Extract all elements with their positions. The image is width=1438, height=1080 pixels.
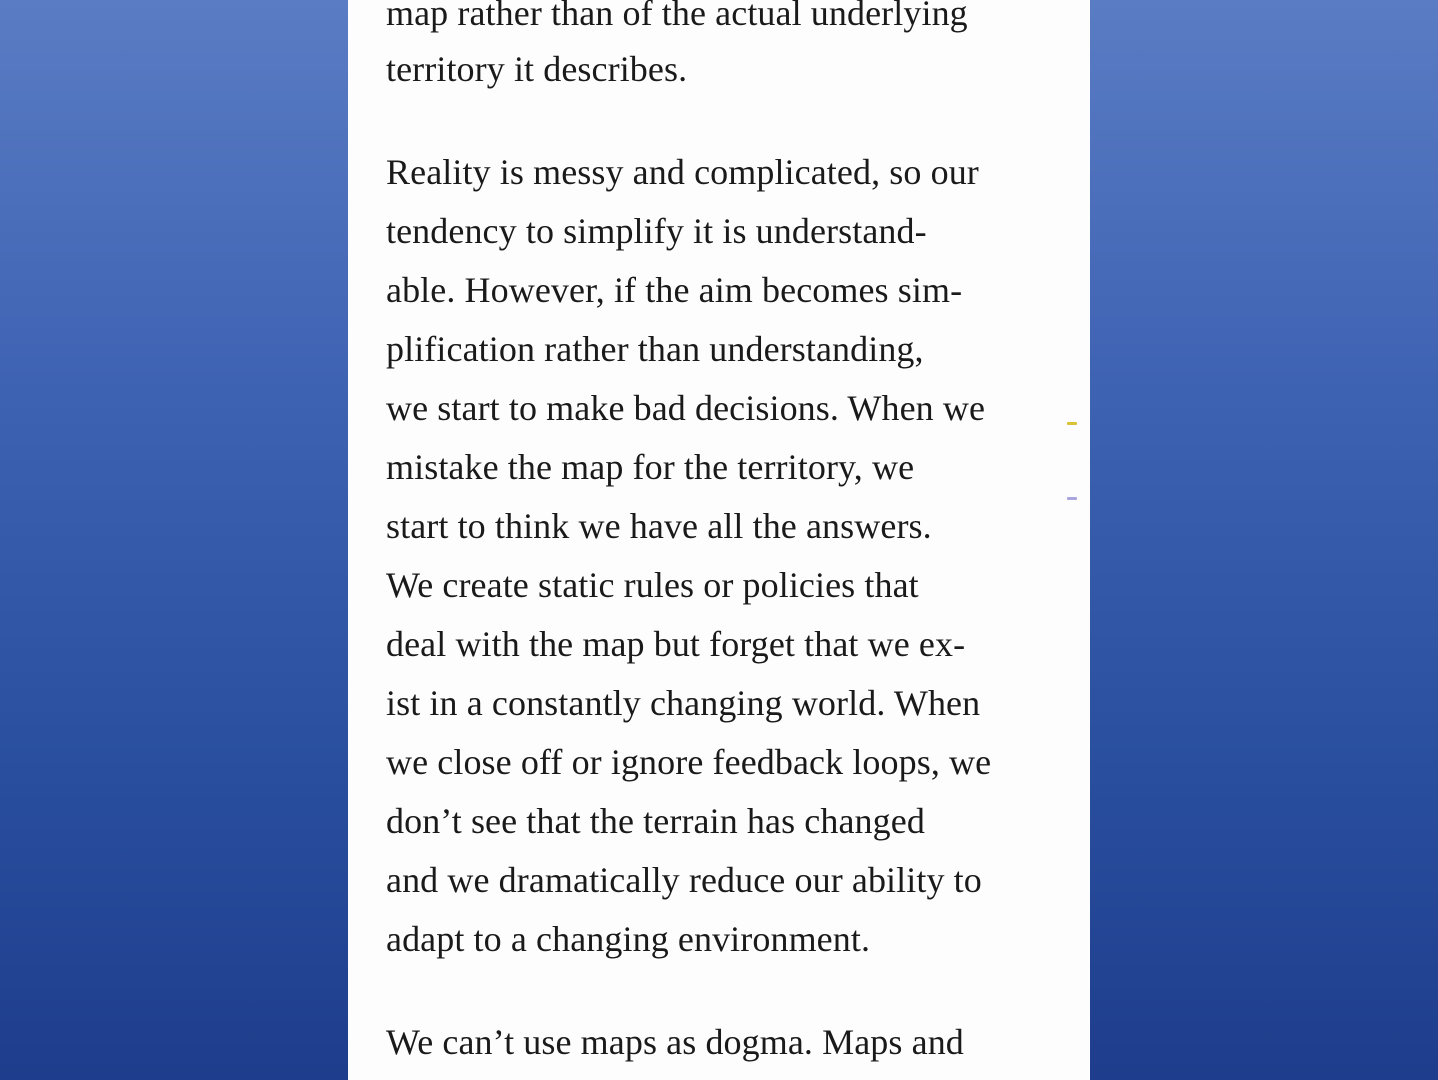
text-line: territory it describes. [386,49,688,89]
text-line: deal with the map but forget that we ex- [386,624,966,664]
text-line: plification rather than understanding, [386,329,924,369]
text-line: map rather than of the actual underlying [386,0,968,33]
text-line: adapt to a changing environment. [386,919,871,959]
document-page [348,0,1090,1080]
text-line: don’t see that the terrain has changed [386,801,925,841]
text-line: we close off or ignore feedback loops, we [386,742,992,782]
text-line: we start to make bad decisions. When we [386,388,986,428]
text-line: Reality is messy and complicated, so our [386,152,979,192]
text-line: start to think we have all the answers. [386,506,932,546]
highlight-marker-yellow[interactable] [1067,422,1077,425]
text-line: able. However, if the aim becomes sim- [386,270,963,310]
text-line: and we dramatically reduce our ability to [386,860,982,900]
highlight-marker-purple[interactable] [1067,497,1077,500]
text-line: ist in a constantly changing world. When [386,683,981,723]
text-line: We can’t use maps as dogma. Maps and [386,1022,964,1062]
text-line: tendency to simplify it is understand- [386,211,927,251]
text-line: We create static rules or policies that [386,565,919,605]
text-line: mistake the map for the territory, we [386,447,915,487]
